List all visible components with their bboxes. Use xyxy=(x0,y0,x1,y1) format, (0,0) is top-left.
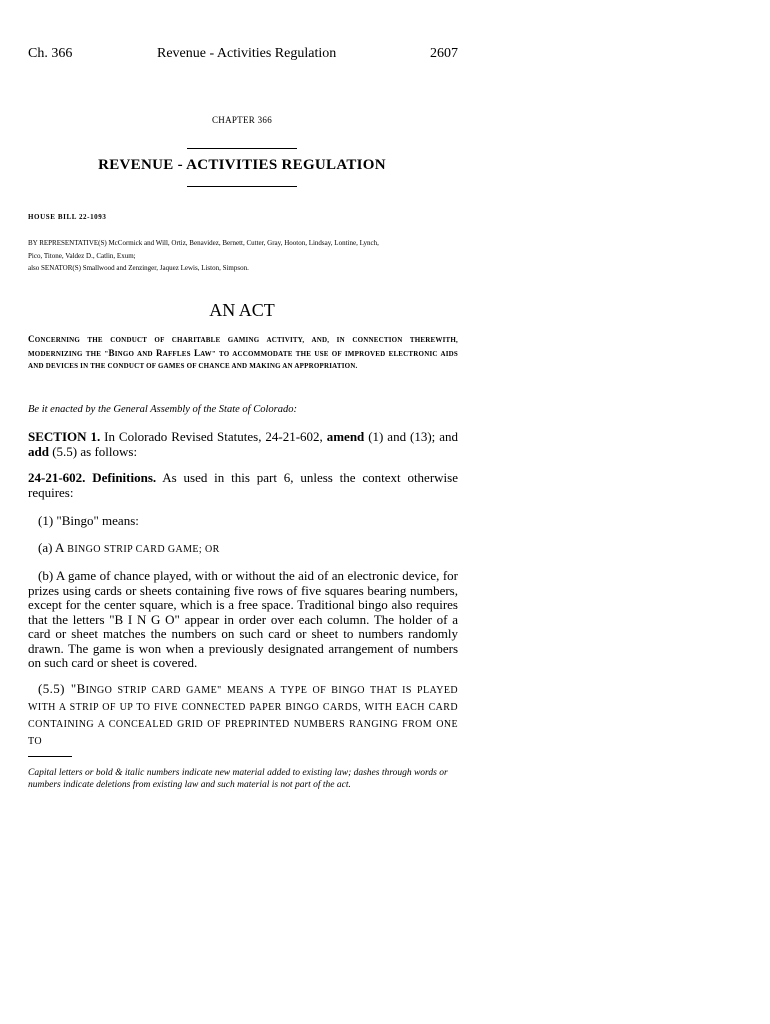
concerning-text-c: AFFLES xyxy=(162,349,194,358)
section-1-text-b: (1) and (13); and xyxy=(364,429,458,444)
sponsors xyxy=(28,237,468,275)
item-a xyxy=(38,541,458,558)
item-a-prefix: (a) A xyxy=(38,540,65,555)
sponsors-line-1: BY REPRESENTATIVE(S) McCormick and Will, Ortiz, Benavidez, Bernett, Cutter, Gray, Hooton, Lindsay, Lontine, Lynch, xyxy=(28,239,379,247)
section-1-text-c: (5.5) as follows: xyxy=(48,443,138,459)
definitions-text: As used in this part 6, unless the context otherwise requires: xyxy=(28,470,458,500)
item-5-5 xyxy=(28,680,458,750)
item-5-5-text: INGO STRIP CARD GAME" MEANS A TYPE OF BINGO THAT IS PLAYED WITH A STRIP OF UP TO FIVE CONNECTED PAPER BINGO CARDS, WITH EACH CARD CONTAINING A CONCEALED GRID OF PREPRINTED NUMBERS RANGING FROM ONE TO xyxy=(28,685,458,747)
definitions-paragraph xyxy=(28,471,458,500)
footnote-rule xyxy=(28,756,72,757)
section-1 xyxy=(28,430,458,459)
section-1-text-a: In Colorado Revised Statutes, 24-21-602, xyxy=(100,429,327,444)
concerning-cap-l: L xyxy=(193,347,201,358)
act-concerning xyxy=(28,333,458,373)
concerning-text-a: ONCERNING THE CONDUCT OF CHARITABLE GAMING ACTIVITY, AND, IN CONNECTION THEREWITH, MODERNIZING THE " xyxy=(28,336,458,358)
enacting-clause: Be it enacted by the General Assembly of the State of Colorado: xyxy=(28,404,297,415)
definitions-label: 24-21-602. Definitions. xyxy=(28,470,157,485)
header-page-number: 2607 xyxy=(430,46,458,61)
title-rule-top xyxy=(187,148,297,149)
item-a-caps: BINGO STRIP CARD GAME; OR xyxy=(64,544,220,555)
chapter-label: CHAPTER 366 xyxy=(211,115,273,125)
concerning-cap: C xyxy=(28,334,35,344)
item-5-5-prefix: (5.5) "B xyxy=(38,681,86,696)
document-title: REVENUE - ACTIVITIES REGULATION xyxy=(98,157,386,173)
bill-number: HOUSE BILL 22-1093 xyxy=(28,213,107,221)
act-title: AN ACT xyxy=(209,300,275,320)
item-b: (b) A game of chance played, with or without the aid of an electronic device, for prizes using cards or sheets containing five rows of five squares bearing numbers, except for the center square, which is a free space. Traditional bingo also requires that the letters "B I N G O" appear in order over each column. The holder of a card or sheet matches the numbers on such card or sheet to numbers randomly drawn. The game is won when a previously designated arrangement of numbers on such card or sheet is covered. xyxy=(28,568,458,670)
concerning-text-b: INGO AND xyxy=(114,349,156,358)
concerning-text-d: AW" TO ACCOMMODATE THE USE OF IMPROVED ELECTRONIC AIDS AND DEVICES IN THE CONDUCT OF GAMES OF CHANCE AND MAKING AN APPROPRIATION. xyxy=(28,349,459,370)
concerning-cap-b: B xyxy=(108,347,115,358)
section-1-amend: amend xyxy=(326,429,365,444)
sponsors-line-2: Pico, Titone, Valdez D., Catlin, Exum; xyxy=(28,251,136,260)
section-1-add: add xyxy=(28,443,49,459)
sponsors-line-3: also SENATOR(S) Smallwood and Zenzinger, Jaquez Lewis, Liston, Simpson. xyxy=(28,264,249,272)
section-1-label: SECTION 1. xyxy=(28,429,101,444)
concerning-cap-r: R xyxy=(156,347,163,358)
title-rule-bottom xyxy=(187,186,297,187)
footnote: Capital letters or bold & italic numbers indicate new material added to existing law; dashes through words or numbers indicate deletions from existing law and such material is not part of the act. xyxy=(28,768,448,790)
header-running-title: Revenue - Activities Regulation xyxy=(157,46,337,61)
item-1: (1) "Bingo" means: xyxy=(38,513,139,528)
header-chapter: Ch. 366 xyxy=(28,46,73,61)
